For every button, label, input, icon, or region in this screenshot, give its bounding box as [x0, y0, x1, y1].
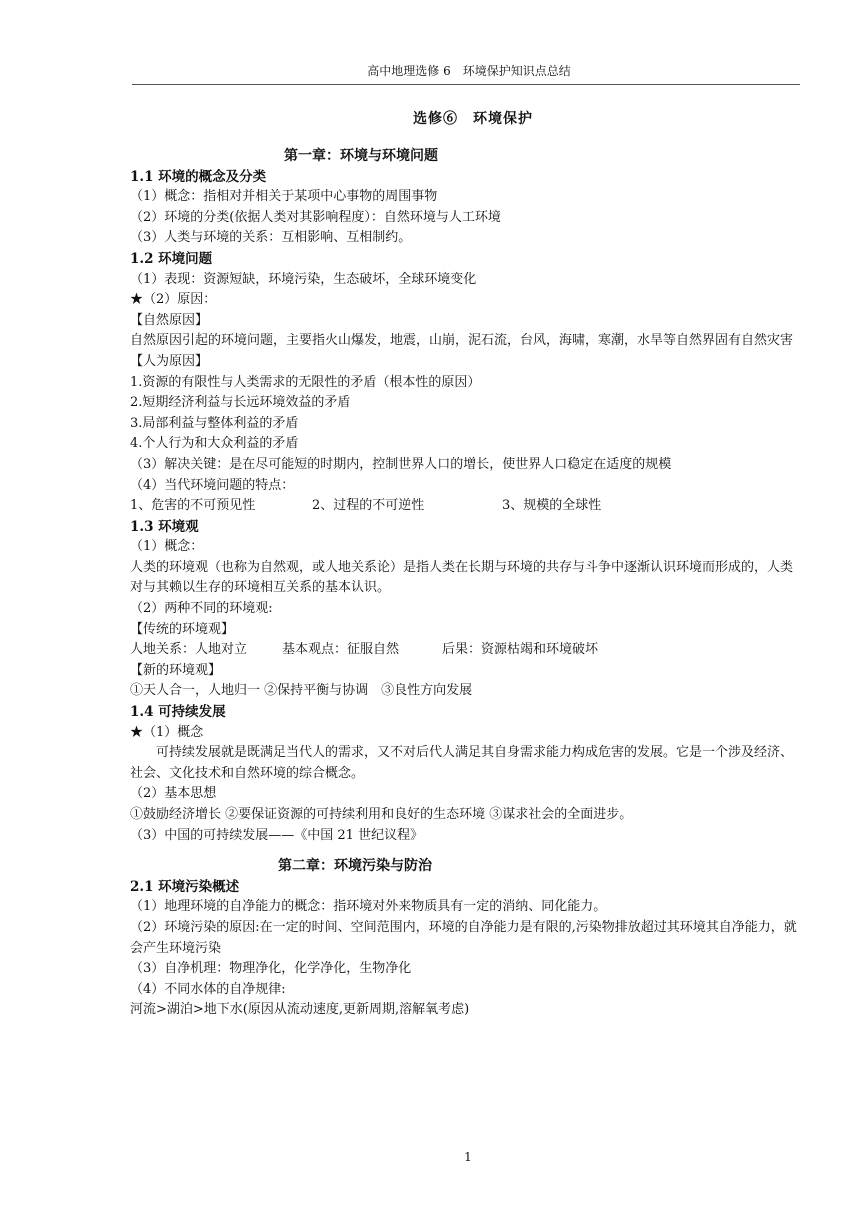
s11-line-3: （3）人类与环境的关系：互相影响、互相制约。: [130, 230, 412, 246]
section-1-4-heading: 1.4 可持续发展: [130, 704, 226, 721]
header-rule: [132, 84, 800, 85]
traditional-view-tag: 【传统的环境观】: [130, 621, 235, 637]
page-number: 1: [464, 1150, 472, 1164]
s12-line-2: ★（2）原因：: [130, 292, 217, 308]
chapter-1-heading: 第一章：环境与环境问题: [284, 148, 438, 164]
s12-line-3: （3）解决关键：是在尽可能短的时期内，控制世界人口的增长，使世界人口稳定在适度的规模: [130, 456, 672, 472]
s14-concept: 可持续发展就是既满足当代人的需求，又不对后代人满足其自身需求能力构成危害的发展。它是一个涉及经济、社会、文化技术和自然环境的综合概念。: [130, 745, 794, 781]
traditional-view-relation: 人地关系：人地对立: [130, 642, 248, 658]
human-cause-3: 3.局部利益与整体利益的矛盾: [130, 415, 299, 431]
section-1-2-heading: 1.2 环境问题: [130, 250, 213, 267]
human-cause-2: 2.短期经济利益与长远环境效益的矛盾: [130, 395, 351, 411]
traditional-view-result: 后果：资源枯竭和环境破坏: [442, 642, 599, 658]
human-cause-tag: 【人为原因】: [130, 353, 209, 369]
s14-ideas: ①鼓励经济增长 ②要保证资源的可持续利用和良好的生态环境 ③谋求社会的全面进步。: [130, 807, 633, 822]
features-row: [130, 496, 802, 517]
s12-line-4: （4）当代环境问题的特点：: [130, 477, 295, 493]
s13-concept: 人类的环境观（也称为自然观，或人地关系论）是指人类在长期与环境的共存与斗争中逐渐认识环境而形成的，人类对与其赖以生存的环境相互关系的基本认识。: [130, 559, 794, 596]
s21-line-5: 河流>湖泊>地下水(原因从流动速度,更新周期,溶解氧考虑): [130, 1002, 470, 1018]
s21-line-1: （1）地理环境的自净能力的概念：指环境对外来物质具有一定的消纳、同化能力。: [130, 899, 607, 915]
s21-line-3: （3）自净机理：物理净化，化学净化，生物净化: [130, 961, 412, 977]
s11-line-2: （2）环境的分类(依据人类对其影响程度）：自然环境与人工环境: [130, 209, 501, 225]
chapter-2-heading: 第二章：环境污染与防治: [278, 858, 432, 875]
section-1-3-heading: 1.3 环境观: [130, 518, 199, 535]
section-2-1-heading: 2.1 环境污染概述: [130, 878, 240, 895]
feature-2: 2、过程的不可逆性: [312, 498, 425, 514]
s14-line-1: ★（1）概念: [130, 724, 204, 740]
traditional-view-row: [130, 640, 802, 661]
section-1-1-heading: 1.1 环境的概念及分类: [130, 168, 267, 185]
s11-line-1: （1）概念：指相对并相关于某项中心事物的周围事物: [130, 189, 438, 205]
s13-line-2: （2）两种不同的环境观:: [130, 601, 273, 617]
document-title: 选修⑥ 环境保护: [413, 111, 533, 127]
natural-cause-text: 自然原因引起的环境问题，主要指火山爆发，地震，山崩，泥石流，台风，海啸，寒潮，水旱等自然界固有自然灾害: [130, 333, 794, 349]
feature-3: 3、规模的全球性: [502, 498, 602, 514]
natural-cause-tag: 【自然原因】: [130, 312, 209, 328]
s13-line-1: （1）概念：: [130, 539, 204, 555]
human-cause-1: 1.资源的有限性与人类需求的无限性的矛盾（根本性的原因）: [130, 374, 481, 390]
document-body: [130, 146, 802, 1021]
s21-line-2: （2）环境污染的原因:在一定的时间、空间范围内，环境的自净能力是有限的,污染物排放超过其环境其自净能力，就会产生环境污染: [130, 919, 797, 956]
page-header: 高中地理选修 6 环境保护知识点总结: [367, 64, 571, 78]
new-view-text: ①天人合一，人地归一 ②保持平衡与协调 ③良性方向发展: [130, 683, 473, 699]
feature-1: 1、危害的不可预见性: [130, 498, 256, 514]
s12-line-1: （1）表现：资源短缺，环境污染，生态破坏，全球环境变化: [130, 271, 477, 287]
human-cause-4: 4.个人行为和大众利益的矛盾: [130, 436, 299, 452]
s21-line-4: （4）不同水体的自净规律:: [130, 981, 286, 997]
traditional-view-idea: 基本观点：征服自然: [282, 642, 400, 658]
new-view-tag: 【新的环境观】: [130, 662, 222, 678]
s14-line-2: （2）基本思想: [130, 786, 217, 802]
s14-line-3: （3）中国的可持续发展——《中国 21 世纪议程》: [130, 827, 424, 843]
